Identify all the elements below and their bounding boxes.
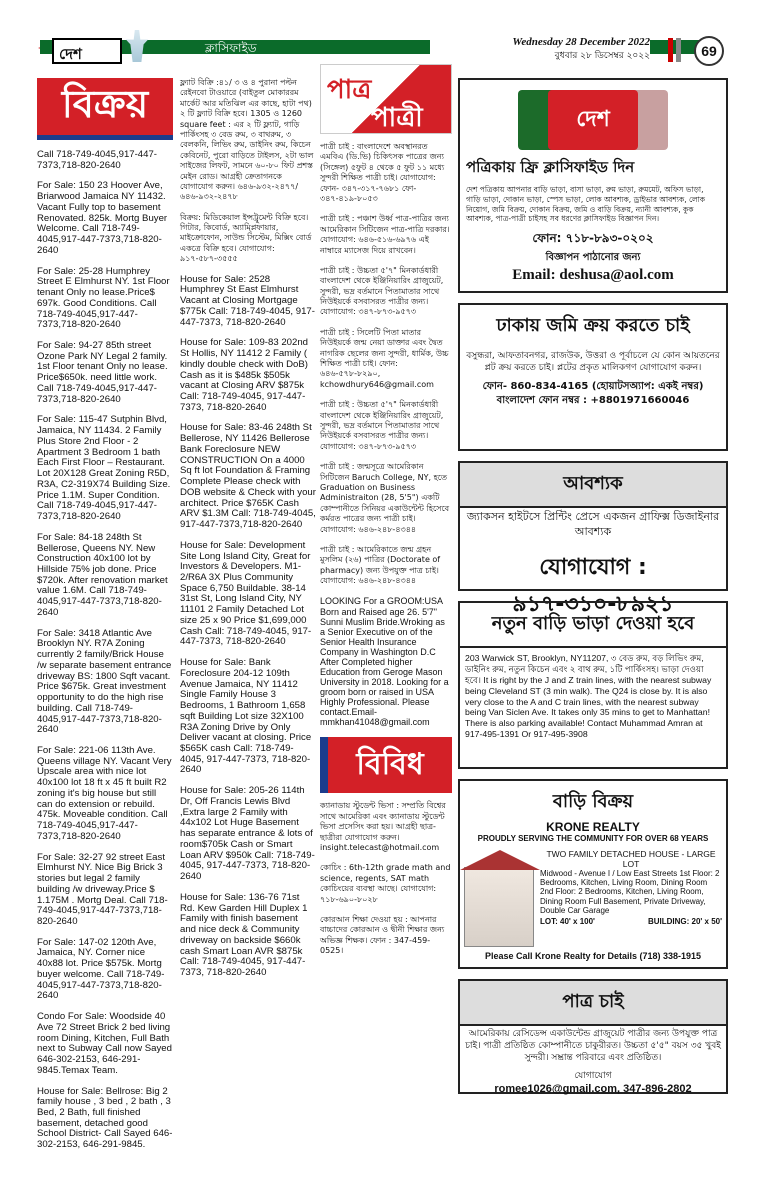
house-rent-ad — [458, 601, 728, 769]
date-bangla: বুধবার ২৮ ডিসেম্বর ২০২২ — [554, 51, 650, 61]
krone-title: বাড়ি বিক্রয় — [552, 791, 634, 812]
classified-ad: For Sale: 150 23 Hoover Ave, Briarwood Jamaica NY 11432. Vacant Fully top to basement Renovated. 825k. Mortg Buyer Welcome. Call 718-749-4045,917-447-7373,718-820-2640 — [37, 180, 168, 256]
section-title: ক্লাসিফাইড — [205, 41, 257, 55]
land-wanted-phone1: ফোন- 860-834-4165 (হোয়াটসঅ্যাপ: একই নম্বর) — [482, 381, 704, 393]
matrimonial-ad: পাত্রী চাই : জন্মসূত্রে আমেরিকান সিটিজেন Baruch College, NY, হতে Graduation on Business Administraiton (28, 5'5") একটি কোম্পানীতে সিনিয়র একাউন্টেন্ট হিসেবে কর্মরত পাত্রের জন্য পাত্রী চাই। যোগাযোগ: ৬৪৬-২৪৮-৪৩৪৪ — [320, 462, 450, 534]
free-classified-ad — [458, 78, 728, 293]
heading-patri: পাত্রী — [371, 103, 423, 133]
date-english: Wednesday 28 December 2022 — [512, 36, 650, 48]
groom-wanted-title: পাত্র চাই — [460, 981, 726, 1026]
column-for-sale — [37, 78, 173, 1161]
matrimonial-ad: পাত্রী চাই : উচ্চতা ৫'৭" মিনকার্ডধারী বাংলাদেশ থেকে ইঞ্জিনিয়ারিং গ্রাজুয়েট, সুন্দরী, ভদ্র বর্তমানে পিতামাতার সাথে নিউইয়র্কে বসবাসরত পাত্রীর জন্য। যোগাযোগ: ৩৪৭-৮৭৩-৯৫৭৩ — [320, 265, 444, 317]
for-sale-ads — [37, 150, 173, 1151]
matrimonial-ads — [320, 142, 452, 586]
job-wanted-phone: যোগাযোগ : ৯১৭-৩১০-৮৯২১ — [512, 554, 674, 617]
page-header — [0, 0, 770, 62]
column-boxed-ads — [458, 78, 728, 1104]
page-number: 69 — [694, 36, 724, 66]
land-wanted-body: বসুন্ধরা, আফতাবনগর, রাজউক, উত্তরা ও পূর্বাচলে যে কোন আয়তনের প্লট ক্রয় করতে চাই। প্লটের প্রকৃত মালিকগণ যোগাযোগ করুন। — [466, 351, 720, 374]
job-wanted-ad — [458, 461, 728, 617]
groom-wanted-body: আমেরিকায় রেসিডেন্স একাউন্টেন্ড গ্রাজুয়েট পাত্রীর জন্য উপযুক্ত পাত্র চাই। পাত্রী প্রতিষ্ঠিত কোম্পানীতে চাকুরীরত। উচ্চতা ৫'৫" বয়স ৩৫ খুবই সুন্দরী। সম্ভ্রান্ত পরিবারে এবং প্রতিষ্ঠিত। — [465, 1029, 721, 1064]
land-wanted-ad — [458, 303, 728, 451]
land-wanted-phone2: বাংলাদেশ ফোন নম্বর : +8801971660046 — [496, 394, 690, 406]
classified-ad: House for Sale: 83-46 248th St Bellerose, NY 11426 Bellerose Bank Foreclosure NEW CONSTRUCTION On a 4000 Sq ft lot Foundation & Framing Complete Please check with DOB website & Check with your architect. Price $765K Cash ARV $1.3M Call: 718-749-4045, 917-447-7373,718-820-2640 — [180, 422, 316, 531]
free-classified-email[interactable]: Email: deshusa@aol.com — [512, 267, 674, 283]
matrimonial-ad: পাত্রী চাই : পঞ্চাশ উর্ধ্ব পাত্র-পাত্রির জন্য আমেরিকান সিটিজেন পাত্র-পাত্রি দরকার। যোগাযোগ: ৬৪৬-৫১৬-৬৯৭৬ এই নাম্বারে ম্যাসেজ দিয়ে রাখবেন। — [320, 214, 450, 255]
job-wanted-body: জ্যাকসন হাইটসে প্রিন্টিং প্রেসে একজন গ্রাফিক্স ডিজাইনার আবশ্যক — [466, 510, 720, 538]
classified-ad: For Sale: 32-27 92 street East Elmhurst NY. Nice Big Brick 3 stories but legal 2 family building /w driveway.Price $ 1.175M . Mortg Deal. Call 718-749-4045,917-447-7373,718-820-2640 — [37, 851, 168, 927]
misc-heading: বিবিধ — [320, 737, 452, 793]
column-matrimonial — [320, 64, 452, 967]
krone-lot: LOT: 40' x 100' — [540, 916, 595, 926]
classified-ad: For Sale: 221-06 113th Ave. Queens village NY. Vacant Very Upscale area with nice lot 40x100 lot 18 ft x 45 ft built R2 zoning it's big house but still can do extension or rebuild. 475k. Moveable condition. Call 718-749-4045,917-447-7373,718-820-2640 — [37, 744, 172, 842]
classified-ad: House for Sale: 205-26 114th Dr, Off Francis Lewis Blvd ,Extra large 2 Family with 44x102 Lot Huge Basement has separate entrance & lots of room$705k Cash or Smart Loan ARV $950k Call: 718-749-4045, 917-447-7373, 718-820-2640 — [180, 785, 315, 883]
classified-ad: House for Sale: Bellrose: Big 2 family house , 3 bed , 2 bath , 3 Bed, 2 Bath, full finished basement, detached good School District- Call Sayed 646-302-2153, 646-291-9845. — [37, 1085, 173, 1151]
classified-ad: For Sale: 84-18 248th St Bellerose, Queens NY. New Construction 40x100 lot by Hillside 75% job done. Price $720k. After renovation market value 1.6M. Call 718-749-4045,917-447-7373,718-820-2640 — [37, 531, 168, 618]
house-sale-krone-ad — [458, 779, 728, 969]
classified-ad: House for Sale: 2528 Humphrey St East Elmhurst Vacant at Closing Mortgage $775k Call: 718-749-4045, 917-447-7373, 718-820-2640 — [180, 273, 315, 328]
land-wanted-title: ঢাকায় জমি ক্রয় করতে চাই — [496, 315, 690, 336]
desh-logo: দেশ — [52, 38, 122, 64]
free-classified-phone: ফোন: ৭১৮-৮৯৩-০২০২ — [532, 231, 654, 245]
instrument-sale-ad: বিক্রয়: মিডিকেয়াল ইন্সট্রুমেন্ট বিক্রি হবে। গিটার, কিবোর্ড, অ্যাম্প্লিফায়ার, মাইক্রোফোন, সাউন্ড সিস্টেম, মিক্সিং বোর্ড একত্রে বিক্রি হবে। যোগাযোগ: ৯১৭-৫৮৭-৩৫৫৫ — [180, 212, 312, 264]
classified-ad: House for Sale: Bank Foreclosure 204-12 109th Avenue Jamaica, NY 11412 Single Family House 3 Bedrooms, 1 Bathroom 1,658 sqft Building Lot size 32X100 R3A Zoning Drive by Only Deliver vacant at closing. Price $565K cash Call: 718-749-4045, 917-447-7373, 718-820-2640 — [180, 657, 312, 776]
classified-ad: For Sale: 147-02 120th Ave, Jamaica, NY. Corner nice 40x88 lot. Price $575k. Mortg buyer welcome. Call 718-749-4045,917-447-7373,718-820-2640 — [37, 936, 165, 1002]
matrimonial-ad: পাত্রী চাই : সিলেটি পিতা মাতার নিউইয়র্কে জন্ম নেয়া ডাক্তার এবং দ্বৈত নাগরিক ছেলের জন্য সুন্দরী, ধার্মিক, উচ্চ শিক্ষিত পাত্রী চাই। ফোন: ৬৪৬-৫৭৮-৮২৯০, kchowdhury646@gmail.com — [320, 327, 449, 389]
classified-ad: For Sale: 25-28 Humphrey Street E Elmhurst NY. 1st Floor tenant Only no lease.Price$ 697k. Good Conditions. Call 718-749-4045,917-447-7373,718-820-2640 — [37, 265, 170, 331]
matrimonial-heading — [320, 64, 452, 134]
job-wanted-title: আবশ্যক — [460, 463, 726, 508]
matrimonial-ad: পাত্রী চাই : উচ্চতা ৫'৭" মিনকার্ডধারী বাংলাদেশ থেকে ইঞ্জিনিয়ারিং গ্রাজুয়েট, সুন্দরী, ভদ্র বর্তমানে পিতামাতার সাথে নিউইয়র্কে বসবাসরত পাত্রীর জন্য। যোগাযোগ: ৩৪৭-৮৭৩-৯৫৭৩ — [320, 400, 444, 451]
free-classified-phone-sub: বিজ্ঞাপন পাঠানোর জন্য — [545, 252, 641, 263]
house-rent-title: নতুন বাড়ি ভাড়া দেওয়া হবে — [460, 603, 726, 648]
flat-sale-ad: ফ্ল্যাট বিক্রি :৪১/ ৩ ও ৪ পুরানা পল্টন রেইনবো টাওয়ারে (বাইতুল মোকাররম মার্কেট আর মতিঝিল এর কাছে, হাটা পথ) ২ টি ফ্ল্যাট বিক্রি হবে। 1305 ও 1260 square feet : এর ২ টি ফ্ল্যাট, গাড়ি পার্কিংসহ ৩ বেড রুম, ৩ বাথরুম, ৩ বেলকনি, লিভিং রুম, ডাইনিং রুম, কিচেন কেবিনেট, পুরো বাড়িতে টাইলস, ২টা ভাল সাইজের লিফট, সামনে ৬০-৮০ ফিট প্রশস্ত মেইন রোড। আগ্রহী ক্রেতাগনকে যোগাযোগ করুন। ৬৪৬-৯৩২-২৪৭৭/ ৬৪৬-৯৩২-২৪৭৮ — [180, 78, 314, 202]
krone-body: Midwood - Avenue I / Low East Streets 1st Floor: 2 Bedrooms, Kitchen, Living Room, Dining Room 2nd Floor: 2 Bedrooms, Kitchen, Living Room, Dining Room Full Basement, Private Driveway, Double Car Garage — [540, 869, 720, 915]
house-photo — [464, 867, 534, 947]
krone-building: BUILDING: 20' x 50' — [647, 916, 722, 926]
krone-tagline: PROUDLY SERVING THE COMMUNITY FOR OVER 68 YEARS — [477, 834, 709, 843]
column-two — [180, 78, 316, 989]
looking-for-groom-ad: LOOKING For a GROOM:USA Born and Raised age 26. 5'7" Sunni Muslim Bride.Wroking as a Senior Executive on of the Senior Health Insurance Company in Washington D.C After Completed higher Education from Geroge Mason University in 2018. Looking for a groom born or raised in USA Highly Professional. Please contact.Email-mmkhan41048@gmail.com — [320, 596, 449, 728]
misc-ads — [320, 801, 452, 956]
heading-patra: পাত্র — [327, 75, 372, 105]
date-block — [430, 36, 650, 66]
pencils-icon — [668, 38, 688, 62]
classified-ad: For Sale: 94-27 85th street Ozone Park NY Legal 2 family. 1st Floor tenant Only no lease. Price$650k. need little work. Call 718-749-4045,917-447-7373,718-820-2640 — [37, 340, 168, 405]
groom-wanted-contact: romee1026@gmail.com, 347-896-2802 — [494, 1082, 692, 1095]
classified-ad: For Sale: 115-47 Sutphin Blvd, Jamaica, NY 11434. 2 Family Plus Store 2nd Floor - 2 Apartment 3 Bedroom 1 bath Each First Floor – Restaurant. Lot 20X128 Great Zoning R5D, R3A, C2-319X74 Building Size. Price 1.1M. Super Condition. Call 718-749-4045,917-447-7373,718-820-2640 — [37, 414, 171, 523]
krone-company: KRONE REALTY — [546, 820, 640, 834]
misc-ad: কোচিং : 6th-12th grade math and science, regents, SAT math কোচিংয়ের ব্যবস্থা আছে। যোগাযোগ: ৭১৮-৬৯০-৮০২৮ — [320, 863, 451, 904]
classified-ad: House for Sale: 136-76 71st Rd. Kew Garden Hill Duplex 1 Family with finish basement and nice deck & Community driveway on backside $660k cash Smart Loan AVR $875k Call: 718-749-4045, 917-447-7373, 718-820-2640 — [180, 891, 308, 978]
matrimonial-ad: পাত্রী চাই : আমেরিকাতে জন্ম গ্রহন মুসলিম (২৬) পাত্রির (Doctorate of pharmacy) জন্য উপযুক্ত পাত্র চাই। যোগাযোগ: ৬৪৬-২৪৮-৪৩৪৪ — [320, 544, 441, 586]
classified-ad: For Sale: 3418 Atlantic Ave Brooklyn NY. R7A Zoning currently 2 family/Brick House /w separate basement entrance driveway BS: 1800 Sqft vacant. Price $675k. Great investment opportunity to do the high rise building. Call 718-749-4045,917-447-7373,718-820-2640 — [37, 627, 172, 736]
classified-ad: House for Sale: Development Site Long Island City, Great for Investors & Developers. M1-2/R6A 3X Plus Community Space 6,750 Buildable. 38-14 31st St, Long Island City, NY 11101 2 Family Detached Lot size 25 x 90 Price $1,699,000 Cash Call: 718-749-4045, 917-447-7373, 718-820-2640 — [180, 539, 312, 648]
krone-call: Please Call Krone Realty for Details (718) 338-1915 — [484, 951, 702, 961]
free-classified-body: দেশ পত্রিকায় আপনার বাড়ি ভাড়া, বাসা ভাড়া, রুম ভাড়া, রুমমেট, অফিস ভাড়া, গাড়ি ভাড়া, দোকান ভাড়া, স্পেস ভাড়া, লোক আবশ্যক, ড্রাইভার আবশ্যক, লোক নিয়োগ, জমি বিক্রয়, দোকান বিক্রয়, জমি ও বাড়ি বিক্রয়, ন্যানী আবশ্যক, কুক আবশ্যক, পাত্র-পাত্রী চাইসহ সব ধরণের ক্লাসিফাইড বিজ্ঞাপন দিন। — [466, 185, 706, 224]
classified-ad: Call 718-749-4045,917-447-7373,718-820-2640 — [37, 149, 158, 171]
krone-headline: TWO FAMILY DETACHED HOUSE - LARGE LOT — [546, 849, 716, 869]
classified-ad: Condo For Sale: Woodside 40 Ave 72 Street Brick 2 bed living room Dining, Kitchen, Full Bath next to Subway Call now Sayed 646-302-2153, 646-291-9845.Temax Team. — [37, 1011, 172, 1076]
matrimonial-ad: পাত্রী চাই : বাংলাদেশে অবস্থানরত এমবিএ (ডি.ভি) চিকিৎসক পাত্রের জন্য (সিঙ্গেল) ৫ফুট ৪ থেকে ৫ ফুট ১১ মধ্যে সুন্দরী শিক্ষিত পাত্রী চাই। যোগাযোগ: ফোন- ৩৪৭-৩১৭-৭৬৮১ ফো- ৩৪৭-৪১৯-৮০৫৩ — [320, 142, 445, 203]
house-sale-ads — [180, 275, 316, 979]
for-sale-heading: বিক্রয় — [37, 78, 173, 140]
desh-ad-logo: দেশ — [548, 90, 638, 150]
groom-wanted-ad — [458, 979, 728, 1094]
misc-ad: ক্যানাডায় স্টুডেন্ট ভিসা : সম্প্রতি বিশ্বের সাথে আমেরিকা এবং ক্যানাডায় স্টুডেন্ট ভিসা প্রসেসিং করা হয়। আগ্রহী ছাত্র-ছাত্রীরা যোগাযোগ করুন। insight.telecast@hotmail.com — [320, 801, 446, 853]
misc-ad: কোরআন শিক্ষা দেওয়া হয় : আপনার বাচ্চাদের কোরআন ও দ্বীনী শিক্ষার জন্য অভিজ্ঞ শিক্ষক। ফোন : 347-459-0525। — [320, 914, 445, 956]
groom-wanted-contact-label: যোগাযোগ — [574, 1071, 612, 1082]
classified-ad: House for Sale: 109-83 202nd St Hollis, NY 11412 2 Family ( kindly double check with DoB) Cash as it is $485k $505k vacant at Closing ARV $875k Call: 718-749-4045, 917-447-7373, 718-820-2640 — [180, 337, 309, 413]
free-classified-title: পত্রিকায় ফ্রি ক্লাসিফাইড দিন — [466, 158, 635, 176]
house-rent-body: 203 Warwick ST, Brooklyn, NY11207, ৩ বেড রুম, বড় লিভিং রুম, ডাইনিং রুম, নতুন কিচেন এবং ২ বাথ রুম, ১টি পার্কিংসহ। ভাড়া দেওয়া হবে। It is right by the J and Z train lines, with the nearest subway being Cleveland ST (3 min walk). The Q24 is close by. It is also very close to the A and C train lines, with the nearest subway being Van Siclen Ave. It takes only 35 mins to get to Manhattan! There is also parking available! Contact Muhammad Amran at 917-495-1391 Or 917-495-3908 — [465, 653, 712, 740]
